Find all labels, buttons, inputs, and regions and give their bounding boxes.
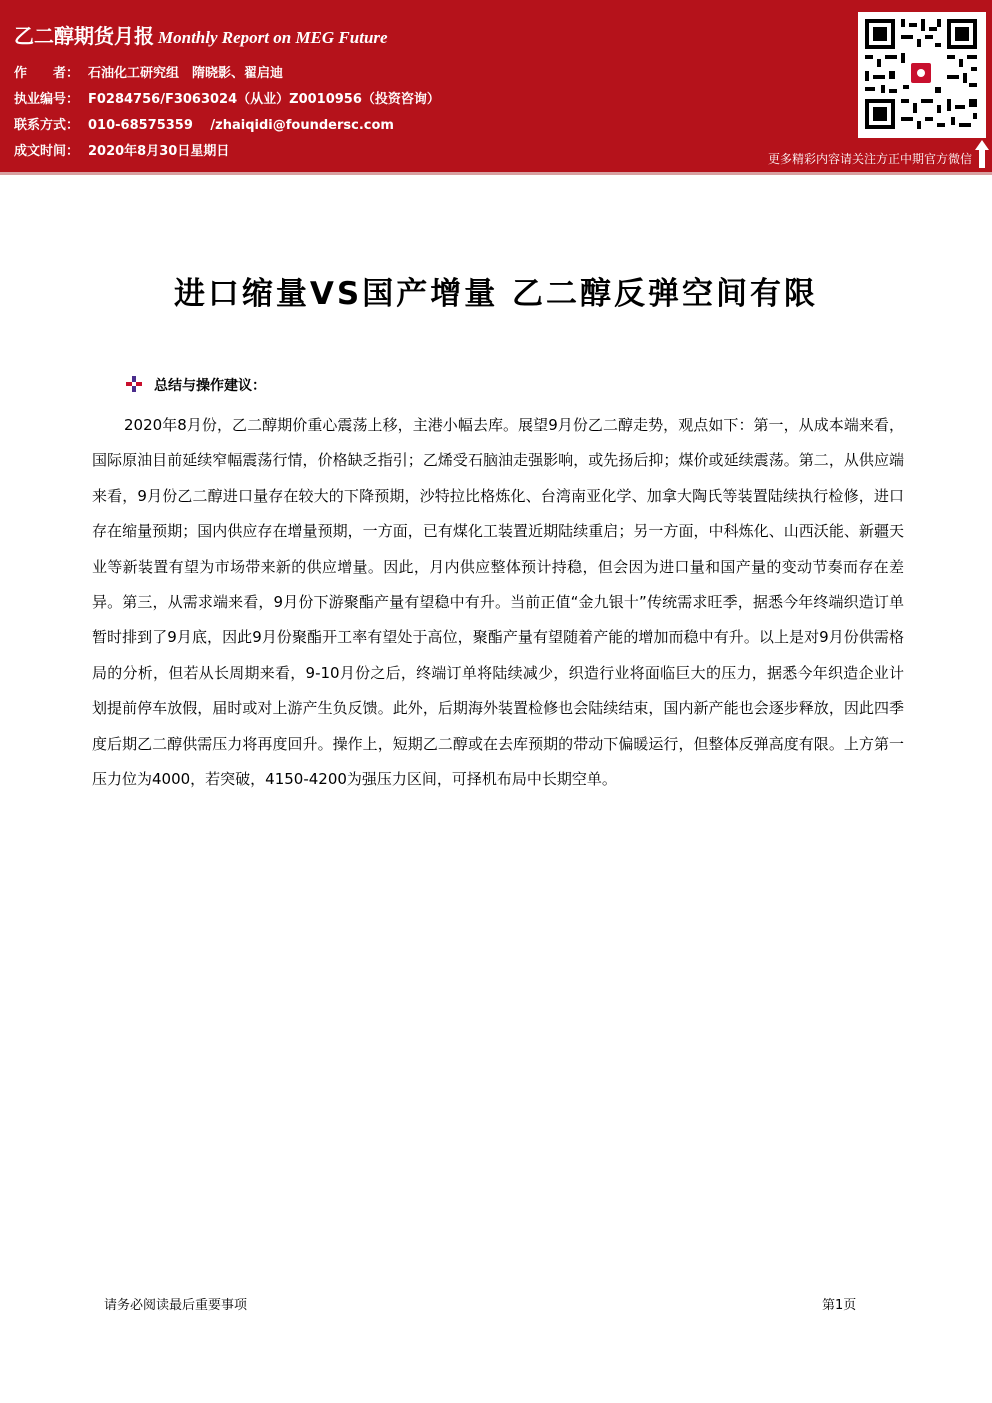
report-title-cn: 乙二醇期货月报 bbox=[14, 24, 154, 48]
arrow-up-icon bbox=[975, 140, 989, 168]
section-heading-text: 总结与操作建议： bbox=[154, 378, 266, 394]
footer-notice: 请务必阅读最后重要事项 bbox=[104, 1298, 248, 1313]
contact-row bbox=[14, 114, 394, 133]
section-heading bbox=[126, 375, 266, 395]
wechat-follow-note: 更多精彩内容请关注方正中期官方微信 bbox=[767, 152, 972, 166]
license-row bbox=[14, 88, 440, 107]
author-value: 石油化工研究组 隋晓影、翟启迪 bbox=[88, 66, 284, 81]
wechat-qr-code[interactable] bbox=[858, 12, 986, 138]
date-label: 成文时间： bbox=[14, 144, 80, 159]
license-value: F0284756/F3063024（从业）Z0010956（投资咨询） bbox=[88, 92, 440, 107]
report-header bbox=[0, 0, 992, 172]
page-number: 第1页 bbox=[822, 1298, 857, 1313]
author-label: 作 者： bbox=[14, 66, 80, 81]
header-divider bbox=[0, 172, 992, 175]
contact-value: 010-68575359 /zhaiqidi@foundersc.com bbox=[88, 118, 394, 133]
diamond-bullet-icon bbox=[126, 376, 142, 392]
report-title bbox=[14, 20, 388, 49]
contact-label: 联系方式： bbox=[14, 118, 80, 133]
qr-code-icon bbox=[859, 13, 983, 135]
document-title: 进口缩量VS国产增量 乙二醇反弹空间有限 bbox=[173, 276, 819, 312]
date-row bbox=[14, 140, 229, 159]
date-value: 2020年8月30日星期日 bbox=[88, 144, 230, 159]
report-title-en: Monthly Report on MEG Future bbox=[158, 28, 388, 47]
license-label: 执业编号： bbox=[14, 92, 80, 107]
author-row bbox=[14, 62, 283, 81]
summary-paragraph: 2020年8月份，乙二醇期价重心震荡上移，主港小幅去库。展望9月份乙二醇走势，观点如下：第一，从成本端来看，国际原油目前延续窄幅震荡行情，价格缺乏指引；乙烯受石脑油走强影响，或先扬后抑；煤价或延续震荡。第二，从供应端来看，9月份乙二醇进口量存在较大的下降预期，沙特拉比格炼化、台湾南亚化学、加拿大陶氏等装置陆续执行检修，进口存在缩量预期；国内供应存在增量预期，一方面，已有煤化工装置近期陆续重启；另一方面，中科炼化、山西沃能、新疆天业等新装置有望为市场带来新的供应增量。因此，月内供应整体预计持稳，但会因为进口量和国产量的变动节奏而存在差异。第三，从需求端来看，9月份下游聚酯产量有望稳中有升。当前正值“金九银十”传统需求旺季，据悉今年终端织造订单暂时排到了9月底，因此9月份聚酯开工率有望处于高位，聚酯产量有望随着产能的增加而稳中有升。以上是对9月份供需格局的分析，但若从长周期来看，9-10月份之后，终端订单将陆续减少，织造行业将面临巨大的压力，据悉今年织造企业计划提前停车放假，届时或对上游产生负反馈。此外，后期海外装置检修也会陆续结束，国内新产能也会逐步释放，因此四季度后期乙二醇供需压力将再度回升。操作上，短期乙二醇或在去库预期的带动下偏暖运行，但整体反弹高度有限。上方第一压力位为4000，若突破，4150-4200为强压力区间，可择机布局中长期空单。 bbox=[92, 416, 904, 789]
